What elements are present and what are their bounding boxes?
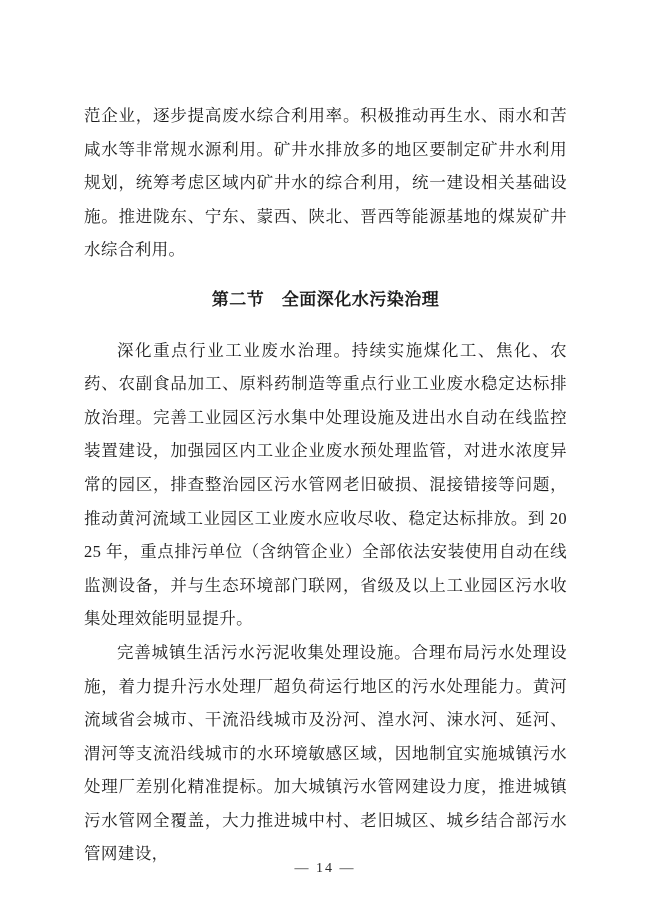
paragraph-mine-water-continuation: 范企业，逐步提高废水综合利用率。积极推动再生水、雨水和苦咸水等非常规水源利用。矿井水排放多的地区要制定矿井水利用规划，统筹考虑区域内矿井水的综合利用，统一建设相关基础设施。推进陇东、宁东、蒙西、陕北、晋西等能源基地的煤炭矿井水综合利用。 (84, 106, 567, 260)
paragraph-industrial-wastewater: 深化重点行业工业废水治理。持续实施煤化工、焦化、农药、农副食品加工、原料药制造等重点行业工业废水稳定达标排放治理。完善工业园区污水集中处理设施及进出水自动在线监控装置建设，加强园区内工业企业废水预处理监管，对进水浓度异常的园区，排查整治园区污水管网老旧破损、混接错接等问题，推动黄河流域工业园区工业废水应收尽收、稳定达标排放。到 2025 年，重点排污单位（含纳管企业）全部依法安装使用自动在线监测设备，并与生态环境部门联网，省级及以上工业园区污水收集处理效能明显提升。 (84, 340, 567, 629)
section-heading: 第二节 全面深化水污染治理 (211, 289, 440, 309)
document-body (84, 99, 567, 871)
page-number: — 14 — (294, 861, 356, 876)
paragraph-urban-sewage: 完善城镇生活污水污泥收集处理设施。合理布局污水处理设施，着力提升污水处理厂超负荷运行地区的污水处理能力。黄河流域省会城市、干流沿线城市及汾河、湟水河、涑水河、延河、渭河等支流沿线城市的水环境敏感区域，因地制宜实施城镇污水处理厂差别化精准提标。加大城镇污水管网建设力度，推进城镇污水管网全覆盖，大力推进城中村、老旧城区、城乡结合部污水管网建设， (84, 642, 567, 864)
